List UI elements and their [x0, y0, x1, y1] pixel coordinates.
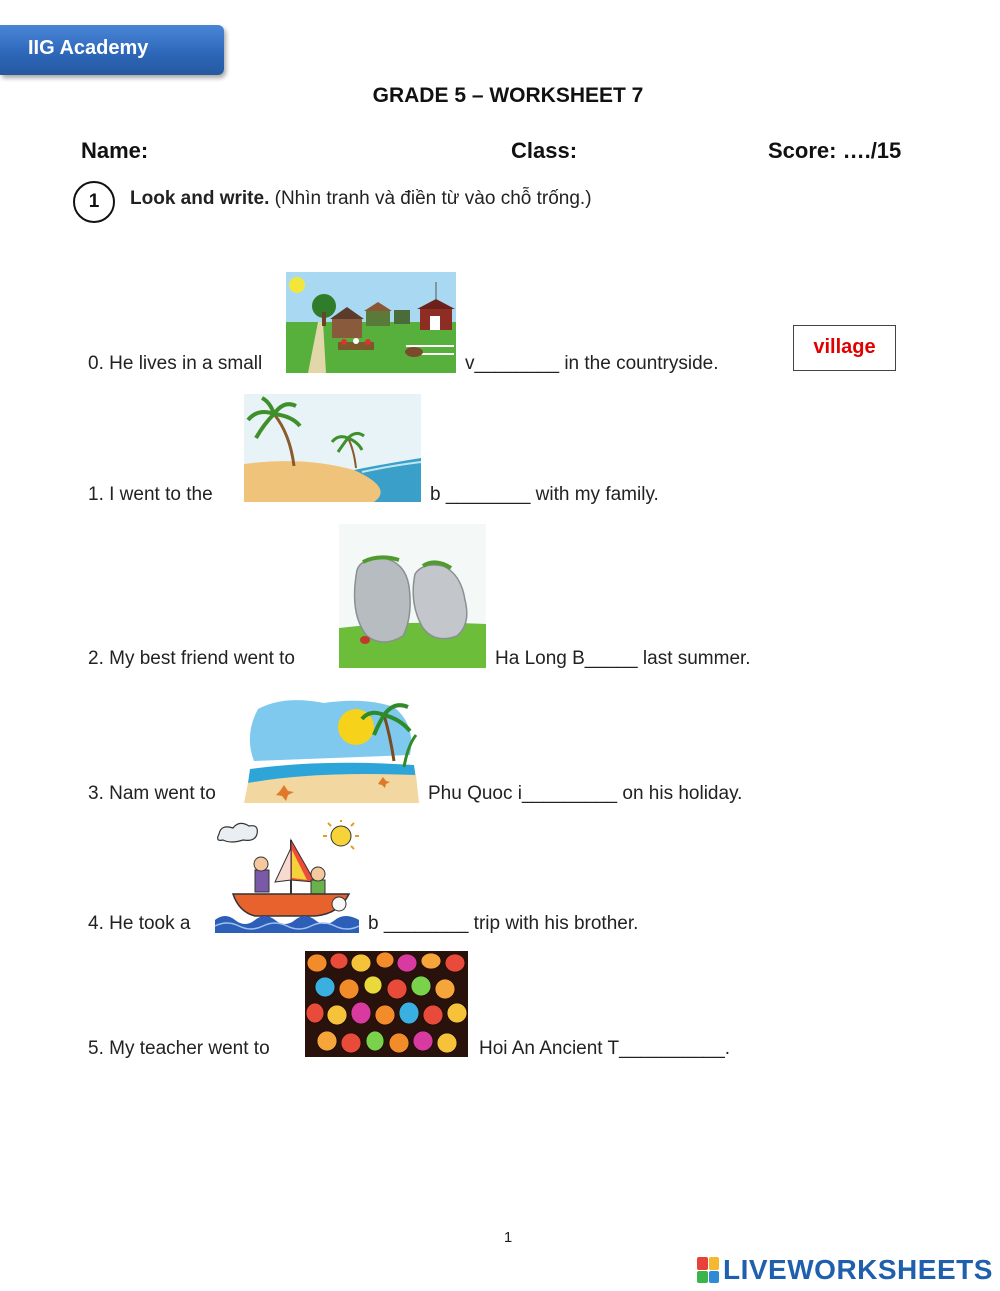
question-2-text-after: Ha Long B_____ last summer.	[495, 648, 751, 669]
question-3-text-before: 3. Nam went to	[88, 783, 216, 804]
question-1-text-after: b ________ with my family.	[430, 484, 659, 505]
question-1-text-before: 1. I went to the	[88, 484, 213, 505]
liveworksheets-logo	[697, 1255, 993, 1285]
question-5-text-before: 5. My teacher went to	[88, 1038, 270, 1059]
question-4-text-after: b ________ trip with his brother.	[368, 913, 639, 934]
name-field: Name:	[81, 138, 149, 163]
section-instruction	[130, 188, 592, 210]
question-4-text-before: 4. He took a	[88, 913, 191, 934]
score-field: Score: …./15	[768, 138, 902, 163]
worksheet-title: GRADE 5 – WORKSHEET 7	[372, 84, 644, 107]
island-picture	[244, 695, 419, 803]
beach-picture	[244, 394, 421, 502]
boat-trip-picture	[215, 820, 359, 933]
halong-bay-picture	[339, 524, 486, 668]
question-0-text-after: v________ in the countryside.	[465, 353, 719, 374]
class-field: Class:	[511, 138, 578, 163]
question-5-text-after: Hoi An Ancient T__________.	[479, 1038, 731, 1059]
liveworksheets-logo-text: LIVEWORKSHEETS	[723, 1254, 993, 1285]
brand-tab: IIG Academy	[0, 25, 224, 75]
lanterns-picture	[305, 951, 468, 1057]
village-picture	[286, 272, 456, 373]
liveworksheets-logo-icon	[697, 1257, 719, 1283]
question-0-text-before: 0. He lives in a small	[88, 353, 263, 374]
section-number-badge: 1	[73, 181, 115, 223]
instruction-translation: (Nhìn tranh và điền từ vào chỗ trống.)	[269, 188, 592, 209]
page-number: 1	[503, 1229, 513, 1246]
question-3-text-after: Phu Quoc i_________ on his holiday.	[428, 783, 743, 804]
example-answer-box: village	[793, 325, 896, 371]
instruction-bold: Look and write.	[130, 188, 270, 209]
question-2-text-before: 2. My best friend went to	[88, 648, 295, 669]
